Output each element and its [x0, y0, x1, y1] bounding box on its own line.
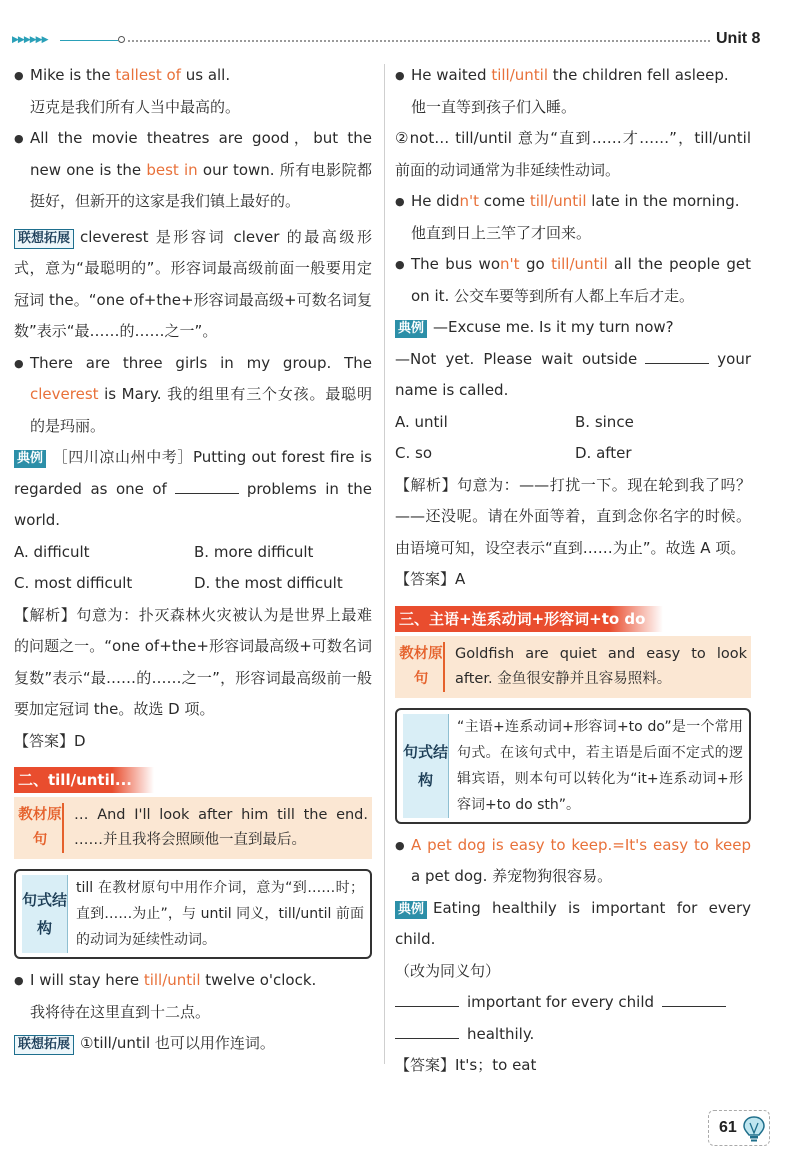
header-arrows: ▶▶▶▶▶▶: [12, 35, 48, 45]
textbook-original: [395, 636, 751, 698]
highlight: till/until: [143, 971, 201, 989]
highlight: best in: [146, 160, 198, 179]
highlight: till/until: [551, 255, 608, 273]
option-a: A. until: [395, 412, 448, 431]
example-sentence: ● Mike is the tallest of us all.: [14, 60, 372, 92]
page-number: 61: [719, 1119, 737, 1136]
structure-box: [395, 708, 751, 824]
original-label: 教材原句: [18, 803, 64, 853]
lightbulb-icon: [741, 1115, 767, 1143]
original-text: … And I'll look after him till the end. ……并且我将会照顾他一直到最后。: [74, 807, 368, 848]
original-text: Goldfish are quiet and easy to look after. 金鱼很安静并且容易照料。: [455, 645, 747, 687]
example-sentence: ● The bus won't go till/until all the people get on it. 公交车要等到所有人都上车后才走。: [395, 249, 751, 312]
example-sentence: ● A pet dog is easy to keep.=It's easy to keep a pet dog. 养宠物狗很容易。: [395, 830, 751, 893]
option-d: D. after: [575, 444, 632, 462]
header-rule: [60, 40, 118, 41]
page-header: [0, 26, 800, 56]
section-heading: 二、till/until...: [14, 767, 154, 793]
answer: 【答案】It's；to eat: [395, 1056, 537, 1074]
example-badge: 典例: [395, 901, 427, 919]
original-label: 教材原句: [399, 642, 445, 692]
options-row: [14, 568, 372, 600]
translation: 他直到日上三竿了才回来。: [411, 223, 592, 242]
highlight: till/until: [491, 66, 548, 84]
exam-question: 典例 ［四川凉山州中考］Putting out forest fire is regarded as one of problems in the world.: [14, 448, 372, 529]
highlight: tallest of: [115, 66, 181, 84]
answer-blank: [175, 480, 239, 494]
answer-blank: [662, 993, 726, 1007]
exam-question-line: —Not yet. Please wait outside your name is called.: [395, 349, 751, 399]
structure-text: “主语+连系动词+形容词+to do”是一个常用句式。在该句式中，若主语是后面不定式的逻辑宾语，则本句可以转化为“it+连系动词+形容词+to do sth”。: [457, 718, 743, 813]
exam-question-line: important for every child: [395, 987, 751, 1019]
right-column: [395, 60, 751, 1082]
translation: 他一直等到孩子们入睡。: [411, 97, 577, 116]
options-row: [395, 407, 751, 439]
example-sentence: ● He waited till/until the children fell asleep.: [395, 60, 751, 92]
option-b: B. more difficult: [194, 542, 314, 561]
structure-label: 句式结构: [22, 875, 68, 953]
answer-blank: [395, 1025, 459, 1039]
column-divider: [384, 64, 385, 1064]
header-dotted-line: [128, 40, 710, 42]
header-circle: [118, 36, 125, 43]
analysis: 【解析】句意为：扑灭森林火灾被认为是世界上最难的问题之一。“one of+the+形容词最高级+可数名词复数”表示“最……的……之一”，形容词最高级前一般要加定冠词 the。故选 D 项。: [14, 605, 372, 718]
highlight: n't: [459, 192, 480, 210]
option-c: C. so: [395, 444, 433, 462]
options-row: [14, 537, 372, 569]
extension-note: 联想拓展 ①till/until 也可以用作连词。: [14, 1028, 372, 1060]
analysis: 【解析】句意为：——打扰一下。现在轮到我了吗？——还没呢。请在外面等着，直到念你名字的时候。由语境可知，设空表示“直到……为止”。故选 A 项。: [395, 475, 751, 557]
extension-tag: 联想拓展: [14, 1035, 74, 1055]
options-row: [395, 438, 751, 470]
exam-instruction: （改为同义句）: [395, 961, 501, 980]
example-badge: 典例: [395, 320, 427, 338]
option-d: D. the most difficult: [194, 574, 343, 592]
exam-question: 典例 —Excuse me. Is it my turn now?: [395, 312, 751, 344]
extension-note: 联想拓展 cleverest 是形容词 clever 的最高级形式，意为“最聪明的”。形容词最高级前面一般要用定冠词 the。“one of+the+形容词最高级+可数名词复数”表示“最……的……之一”。: [14, 227, 372, 340]
highlight: cleverest: [30, 385, 99, 403]
unit-title: Unit 8: [716, 30, 761, 47]
highlight: till/until: [529, 192, 587, 210]
example-sentence: ● I will stay here till/until twelve o'clock.: [14, 965, 372, 997]
highlight: n't: [500, 255, 520, 273]
textbook-original: [14, 797, 372, 859]
page-number-box: [708, 1110, 770, 1146]
answer-blank: [645, 350, 709, 364]
option-b: B. since: [575, 412, 634, 431]
exam-question: 典例 Eating healthily is important for every child.: [395, 898, 751, 948]
answer: 【答案】D: [14, 731, 86, 750]
structure-box: [14, 869, 372, 959]
answer-blank: [395, 993, 459, 1007]
usage-note: ②not… till/until 意为“直到……才……”，till/until 前面的动词通常为非延续性动词。: [395, 129, 751, 179]
example-badge: 典例: [14, 450, 46, 468]
highlight: A pet dog is easy to keep.=It's easy to keep: [411, 835, 751, 854]
extension-tag: 联想拓展: [14, 229, 74, 249]
option-c: C. most difficult: [14, 574, 133, 592]
example-sentence: ● All the movie theatres are good，but the new one is the best in our town. 所有电影院都挺好，但新开的这家是我们镇上最好的。: [14, 123, 372, 218]
example-sentence: ● There are three girls in my group. The cleverest is Mary. 我的组里有三个女孩。最聪明的是玛丽。: [14, 348, 372, 443]
exam-question-line: healthily.: [395, 1019, 751, 1051]
structure-text: till 在教材原句中用作介词，意为“到……时；直到……为止”，与 until 同义，till/until 前面的动词为延续性动词。: [76, 880, 364, 948]
section-heading: 三、主语+连系动词+形容词+to do: [395, 606, 663, 632]
option-a: A. difficult: [14, 542, 90, 561]
example-sentence: ● He didn't come till/until late in the morning.: [395, 186, 751, 218]
translation: 迈克是我们所有人当中最高的。: [30, 97, 241, 116]
left-column: [14, 60, 372, 1060]
translation: 我将待在这里直到十二点。: [30, 1002, 211, 1021]
structure-label: 句式结构: [403, 714, 449, 818]
answer: 【答案】A: [395, 570, 466, 588]
